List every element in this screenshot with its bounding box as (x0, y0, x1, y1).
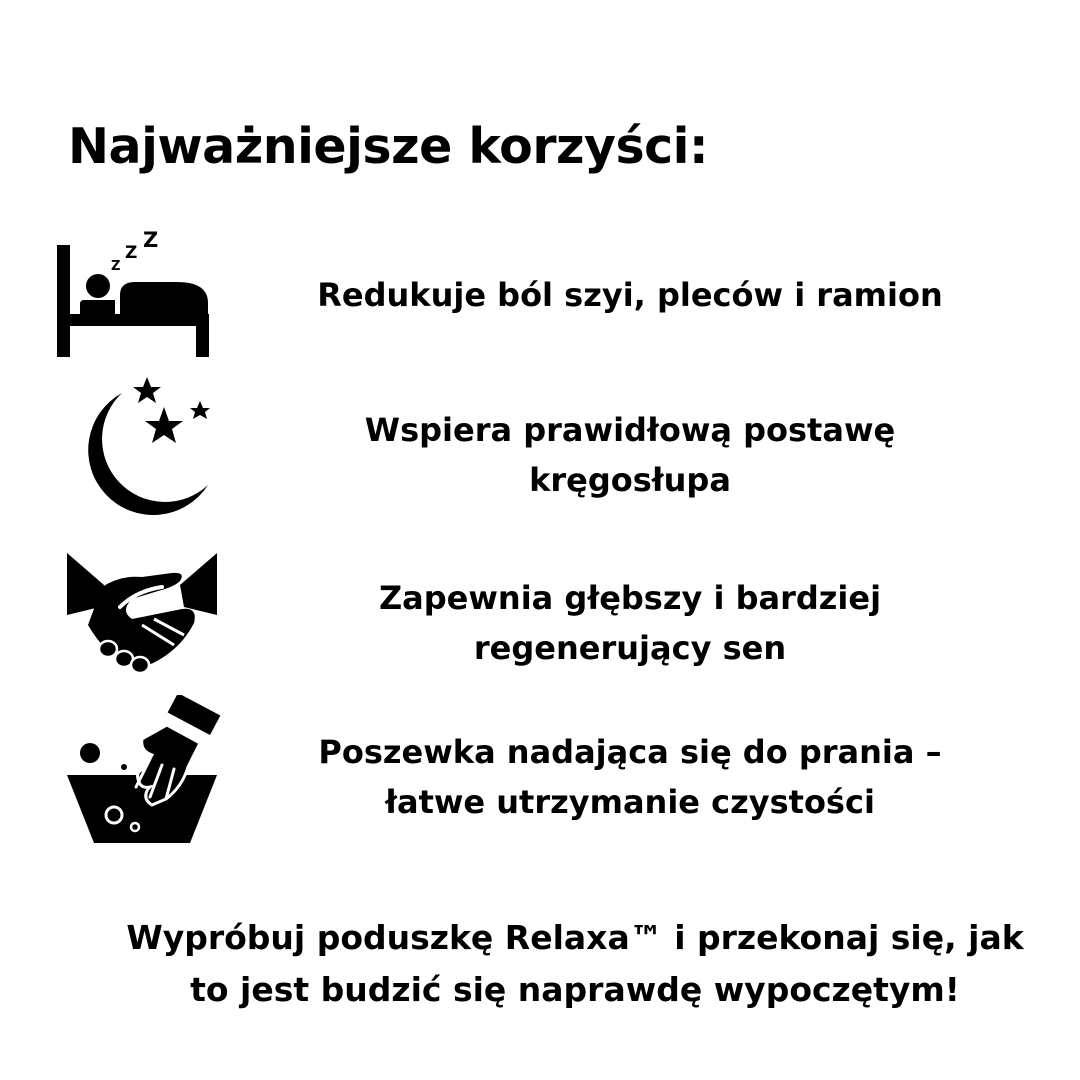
benefit-3-line-1: Zapewnia głębszy i bardziej (378, 579, 882, 617)
hand-wash-icon (62, 695, 222, 845)
svg-text:Z: Z (111, 259, 121, 274)
handshake-icon (62, 545, 222, 675)
benefit-item-2 (0, 375, 1080, 535)
benefit-2-line-1: Wspiera prawidłową postawę (364, 411, 896, 449)
benefit-item-4 (0, 695, 1080, 850)
moon-stars-icon (62, 375, 222, 530)
cta-line-2: to jest budzić się naprawdę wypoczętym! (190, 970, 960, 1009)
cta-line-1: Wypróbuj poduszkę Relaxa™ i przekonaj się, jak (126, 918, 1024, 957)
benefit-text-4 (270, 727, 990, 827)
benefit-item-3 (0, 545, 1080, 685)
benefit-4-line-2: łatwe utrzymanie czystości (385, 783, 875, 821)
benefit-1-line-1: Redukuje ból szyi, pleców i ramion (317, 276, 943, 314)
benefit-text-3 (270, 573, 990, 673)
benefit-text-1 (270, 270, 990, 320)
svg-text:Z: Z (125, 243, 138, 263)
benefit-3-line-2: regenerujący sen (473, 629, 787, 667)
benefit-4-line-1: Poszewka nadająca się do prania – (318, 733, 942, 771)
call-to-action (60, 912, 1080, 1016)
benefit-2-line-2: kręgosłupa (529, 461, 731, 499)
page-title: Najważniejsze korzyści: (68, 118, 709, 175)
benefit-item-1 (0, 230, 1080, 365)
sleeping-bed-icon (55, 230, 215, 360)
svg-text:Z: Z (143, 230, 159, 252)
benefit-text-2 (270, 405, 990, 505)
